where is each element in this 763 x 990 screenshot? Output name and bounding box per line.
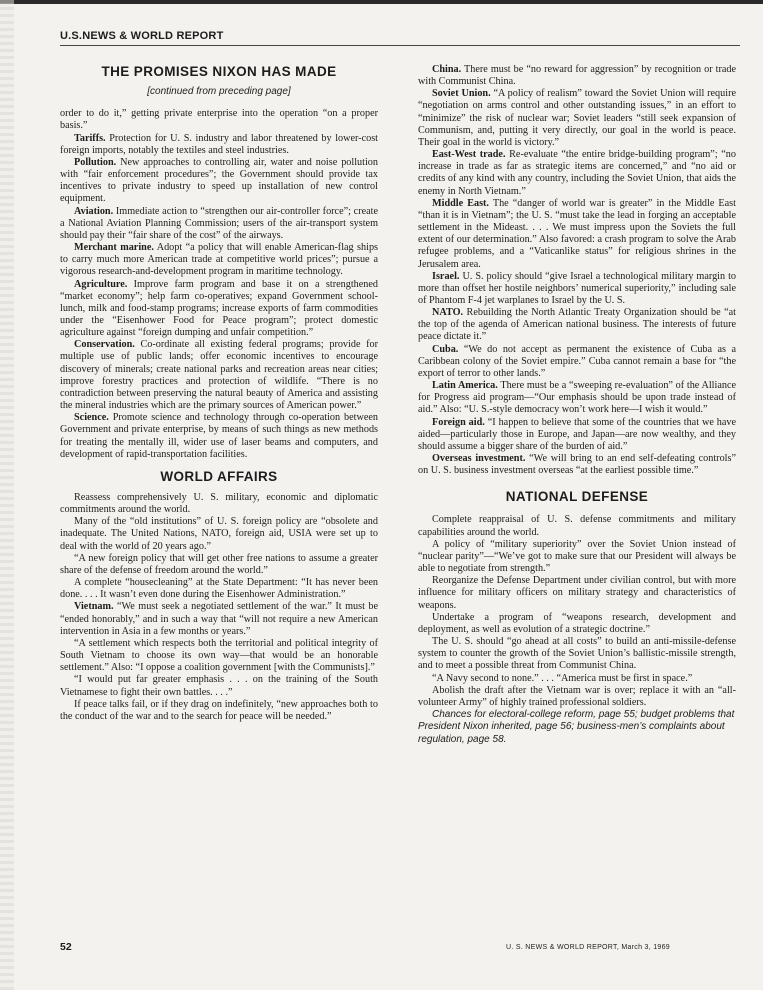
page-number: 52 — [60, 941, 72, 953]
paragraph-soviet-union: Soviet Union. “A policy of realism” toward the Soviet Union will require “negotiation on arms control and other outstanding issues,” in an effort to “minimize” the risk of nuclear war; Soviet leaders “still seek expansion of Communism, and, putting it very directly, our goal in the world is peace. Their goal in the world is victory.” — [418, 88, 736, 148]
paragraph-china: China. There must be “no reward for aggression” by recognition or trade with Communist China. — [418, 64, 736, 88]
paragraph-conservation: Conservation. Co-ordinate all existing federal programs; provide for multiple use of public lands; offer economic incentives to encourage discovery of minerals; create national parks and recreation areas near cities; improve forestry practices and protection of wildlife. “There is no contradiction between preserving the natural beauty of America and assisting the mineral industries which are the primary sources of American power.” — [60, 339, 378, 412]
binding-edge — [0, 0, 14, 990]
top-rule — [0, 0, 763, 4]
paragraph-vietnam: Vietnam. “We must seek a negotiated settlement of the war.” It must be “ended honorably,” and in such a way that “will not require a new American intervention in Asia in a few months or years.” — [60, 601, 378, 637]
footer-credit: U. S. NEWS & WORLD REPORT, March 3, 1969 — [506, 944, 670, 951]
paragraph-vietnam: “A settlement which respects both the territorial and political integrity of South Vietnam to choose its own way—that would be an honorable settlement.” Also: “I oppose a coalition government [with the Communists].” — [60, 637, 378, 674]
paragraph-israel: Israel. U. S. policy should “give Israel a technological military margin to more than offset her hostile neighbors’ numerical superiority,” including sale of Phantom F-4 jet warplanes to Israel by the U. S. — [418, 270, 736, 306]
paragraph-tariffs: Tariffs. Protection for U. S. industry and labor threatened by lower-cost foreign imports, notably the textiles and steel industries. — [60, 132, 378, 156]
article-headline: THE PROMISES NIXON HAS MADE — [101, 64, 337, 79]
paragraph-east-west-trade: East-West trade. Re-evaluate “the entire bridge-building program”; “no increase in trade as far as strategic items are concerned,” and “no aid or credits of any kind with any country, including the Soviet Union, that aids the enemy in North Vietnam.” — [418, 149, 736, 197]
paragraph-agriculture: Agriculture. Improve farm program and base it on a strengthened “market economy”; help farm co-operatives; expand Government school-lunch, milk and food-stamp programs; increase exports of farm commodities under the “Eisenhower Food for Peace program”; protect domestic agriculture against “foreign dumping and unfair competition.” — [60, 278, 378, 339]
paragraph-defense: A policy of “military superiority” over the Soviet Union instead of “nuclear parity”—“We’ve got to make sure that our President will always be able to negotiate from strength.” — [418, 538, 736, 575]
paragraph-defense: Complete reappraisal of U. S. defense commitments and military capabilities around the world. — [418, 514, 736, 538]
paragraph-defense: Reorganize the Defense Department under civilian control, but with more influence for military officers on military strategy and characteristics of weapons. — [418, 575, 736, 611]
paragraph-defense: Undertake a program of “weapons research, development and deployment, as well as evolution of a strategic doctrine.” — [418, 611, 736, 635]
paragraph-vietnam: “I would put far greater emphasis . . . on the training of the South Vietnamese to fight their own battles. . . .” — [60, 674, 378, 698]
paragraph-middle-east: Middle East. The “danger of world war is greater” in the Middle East “than it is in Vietnam”; the U. S. “must take the lead in forging an acceptable settlement in the Mideast. . . . We must impress upon the Soviets the full extent of our determination.” Also favored: a crash program to solve the Arab refugee problems, and a “Vaticanlike status” for religious shrines in the Jerusalem area. — [418, 197, 736, 270]
paragraph-latin-america: Latin America. There must be a “sweeping re-evaluation” of the Alliance for Progress aid program—“Our emphasis should be upon trade instead of aid.” Also: “U. S.-style democracy won’t work here—I wish it would.” — [418, 380, 736, 416]
paragraph-world-affairs: Reassess comprehensively U. S. military, economic and diplomatic commitments around the world. — [60, 492, 378, 516]
masthead: U.S.NEWS & WORLD REPORT — [60, 30, 224, 42]
paragraph-defense: Abolish the draft after the Vietnam war is over; replace it with an “all-volunteer Army” of highly trained professional soldiers. — [418, 684, 736, 708]
intro-paragraph: order to do it,” getting private enterprise into the operation “on a proper basis.” — [60, 108, 378, 132]
paragraph-world-affairs: “A new foreign policy that will get other free nations to assume a greater share of the defense of freedom around the world.” — [60, 552, 378, 576]
masthead-rule — [60, 45, 740, 46]
paragraph-defense: “A Navy second to none.” . . . “America must be first in space.” — [432, 672, 693, 684]
paragraph-vietnam: If peace talks fail, or if they drag on indefinitely, “new approaches both to the conduct of the war and to the search for peace will be needed.” — [60, 698, 378, 722]
section-heading-national-defense: NATIONAL DEFENSE — [505, 489, 649, 505]
continued-note: [continued from preceding page] — [147, 86, 291, 98]
left-column — [60, 62, 378, 723]
paragraph-cuba: Cuba. “We do not accept as permanent the existence of Cuba as a Caribbean colony of the Soviet empire.” Cuba cannot remain a base for “the export of terror to other lands.” — [418, 343, 736, 379]
section-heading-world-affairs: WORLD AFFAIRS — [160, 468, 278, 484]
paragraph-nato: NATO. Rebuilding the North Atlantic Treaty Organization should be “at the top of the agenda of American national business. The interests of future peace dictate it.” — [418, 307, 736, 343]
paragraph-world-affairs: A complete “housecleaning” at the State Department: “It has never been done. . . . It wasn’t even done during the Eisenhower Administration.” — [60, 577, 378, 601]
paragraph-science: Science. Promote science and technology through co-operation between Government and private enterprise, by means of such things as new methods for treating the mentally ill, wider use of laser beams and computers, and development of rapid-transportation facilities. — [60, 412, 378, 460]
paragraph-merchant-marine: Merchant marine. Adopt “a policy that will enable American-flag ships to carry much more American trade at competitive world prices”; pursue a vigorous research-and-development program in maritime technology. — [60, 242, 378, 278]
paragraph-foreign-aid: Foreign aid. “I happen to believe that some of the countries that we have aided—particularly those in Europe, and Japan—are now wealthy, and they should assume a bigger share of the burden of aid.” — [418, 416, 736, 452]
cross-reference-note: Chances for electoral-college reform, page 55; budget problems that President Nixon inherited, page 56; business-men’s complaints about regulation, page 58. — [418, 708, 735, 745]
right-column — [418, 64, 736, 746]
paragraph-overseas-investment: Overseas investment. “We will bring to an end self-defeating controls” on U. S. business investment overseas “at the earliest possible time.” — [418, 453, 736, 477]
paragraph-aviation: Aviation. Immediate action to “strengthen our air-controller force”; create a National Aviation Planning Commission; users of the air-transport system should pay their “fair share of the cost” of the airways. — [60, 205, 378, 241]
paragraph-world-affairs: Many of the “old institutions” of U. S. foreign policy are “obsolete and inadequate. The United Nations, NATO, foreign aid, USIA were set up to deal with the world of 20 years ago.” — [60, 516, 378, 552]
paragraph-defense: The U. S. should “go ahead at all costs” to build an anti-missile-defense system to counter the growth of the Soviet Union’s ballistic-missile strength, and to meet a possible threat from Communist China. — [418, 636, 736, 672]
paragraph-pollution: Pollution. New approaches to controlling air, water and noise pollution with “fair enforcement procedures”; the Government should provide tax incentives to private industry to speed up installation of new control equipment. — [60, 156, 378, 205]
